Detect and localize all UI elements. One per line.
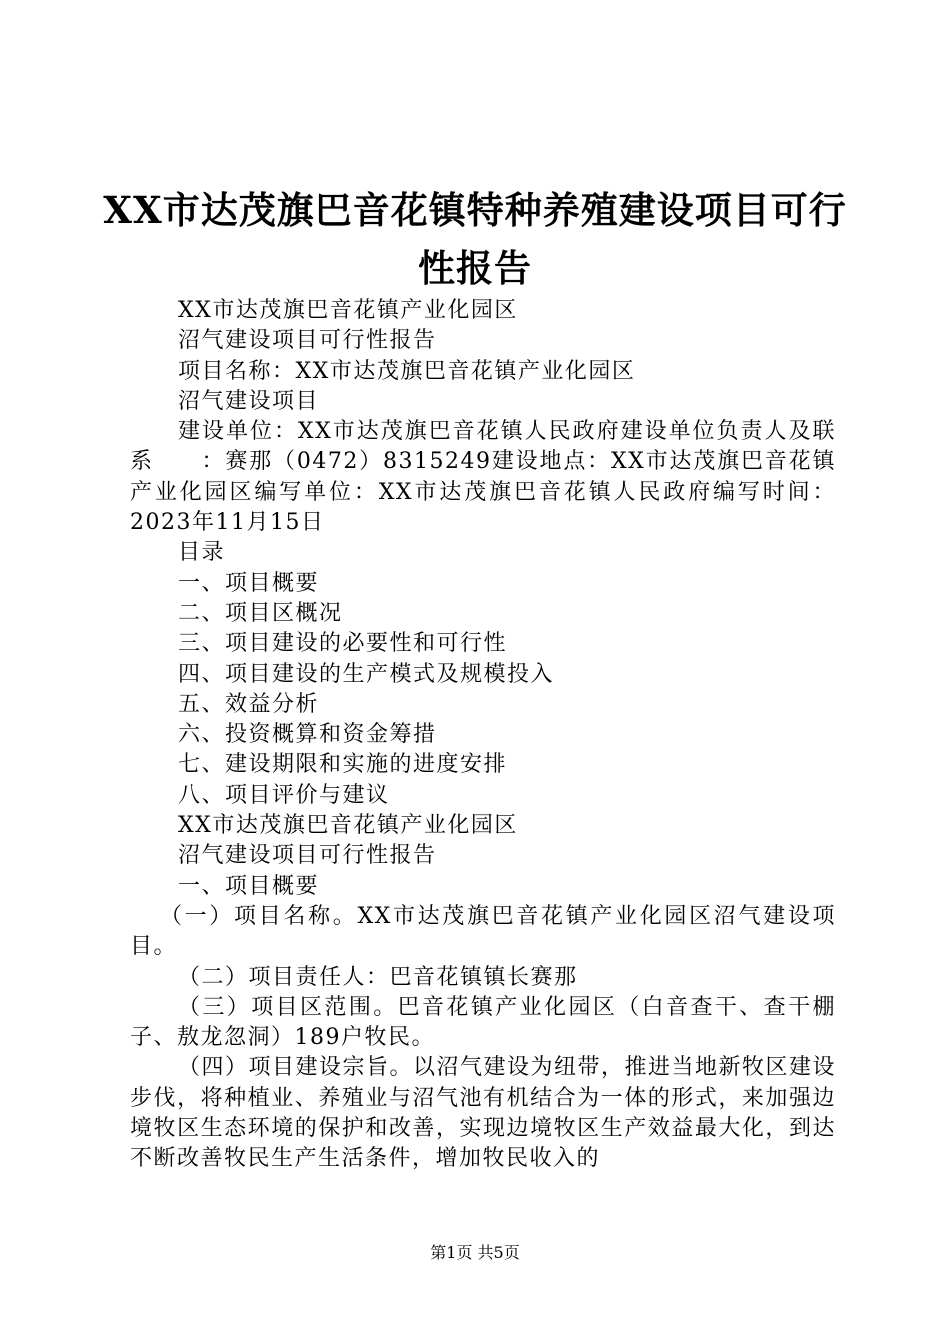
toc-item: 一、项目概要 xyxy=(178,570,320,596)
paragraph: 沼气建设项目 xyxy=(178,388,320,414)
toc-item: 七、建设期限和实施的进度安排 xyxy=(178,752,508,778)
toc-item: 二、项目区概况 xyxy=(178,600,343,626)
page-footer: 第1页 共5页 xyxy=(430,1243,520,1262)
toc-heading: 目录 xyxy=(178,540,226,566)
document-title-line-1: XX市达茂旗巴音花镇特种养殖建设项目可行 xyxy=(103,188,847,232)
toc-item: 六、投资概算和资金筹措 xyxy=(178,722,437,748)
paragraph-item-2: （二）项目责任人：巴音花镇镇长赛那 xyxy=(178,964,578,990)
paragraph: XX市达茂旗巴音花镇产业化园区 xyxy=(178,298,518,323)
section-heading: 一、项目概要 xyxy=(178,873,320,899)
paragraph-item-3: （三）项目区范围。巴音花镇产业化园区（白音查干、查干棚子、敖龙忽洞）189户牧民。 xyxy=(130,994,836,1051)
paragraph: 沼气建设项目可行性报告 xyxy=(178,328,437,354)
toc-item: 四、项目建设的生产模式及规模投入 xyxy=(178,661,555,687)
paragraph-project-info: 建设单位：XX市达茂旗巴音花镇人民政府建设单位负责人及联系 ：赛那（0472）8315249建设地点：XX市达茂旗巴音花镇产业化园区编写单位：XX市达茂旗巴音花镇人民政府编写时间：2023年11月15日 xyxy=(130,419,836,536)
toc-item: 五、效益分析 xyxy=(178,691,320,717)
paragraph-item-1: （一）项目名称。XX市达茂旗巴音花镇产业化园区沼气建设项目。 xyxy=(130,903,836,960)
document-body xyxy=(130,296,836,1175)
document-title-line-2: 性报告 xyxy=(418,246,532,290)
paragraph-item-4: （四）项目建设宗旨。以沼气建设为纽带，推进当地新牧区建设步伐，将种植业、养殖业与沼气池有机结合为一体的形式，来加强边境牧区生态环境的保护和改善，实现边境牧区生产效益最大化，到达不断改善牧民生产生活条件，增加牧民收入的 xyxy=(130,1055,837,1172)
toc-item: 三、项目建设的必要性和可行性 xyxy=(178,631,508,657)
toc-item: 八、项目评价与建议 xyxy=(178,782,390,808)
paragraph: 项目名称：XX市达茂旗巴音花镇产业化园区 xyxy=(178,358,636,384)
paragraph: 沼气建设项目可行性报告 xyxy=(178,843,437,869)
paragraph: XX市达茂旗巴音花镇产业化园区 xyxy=(178,813,518,839)
